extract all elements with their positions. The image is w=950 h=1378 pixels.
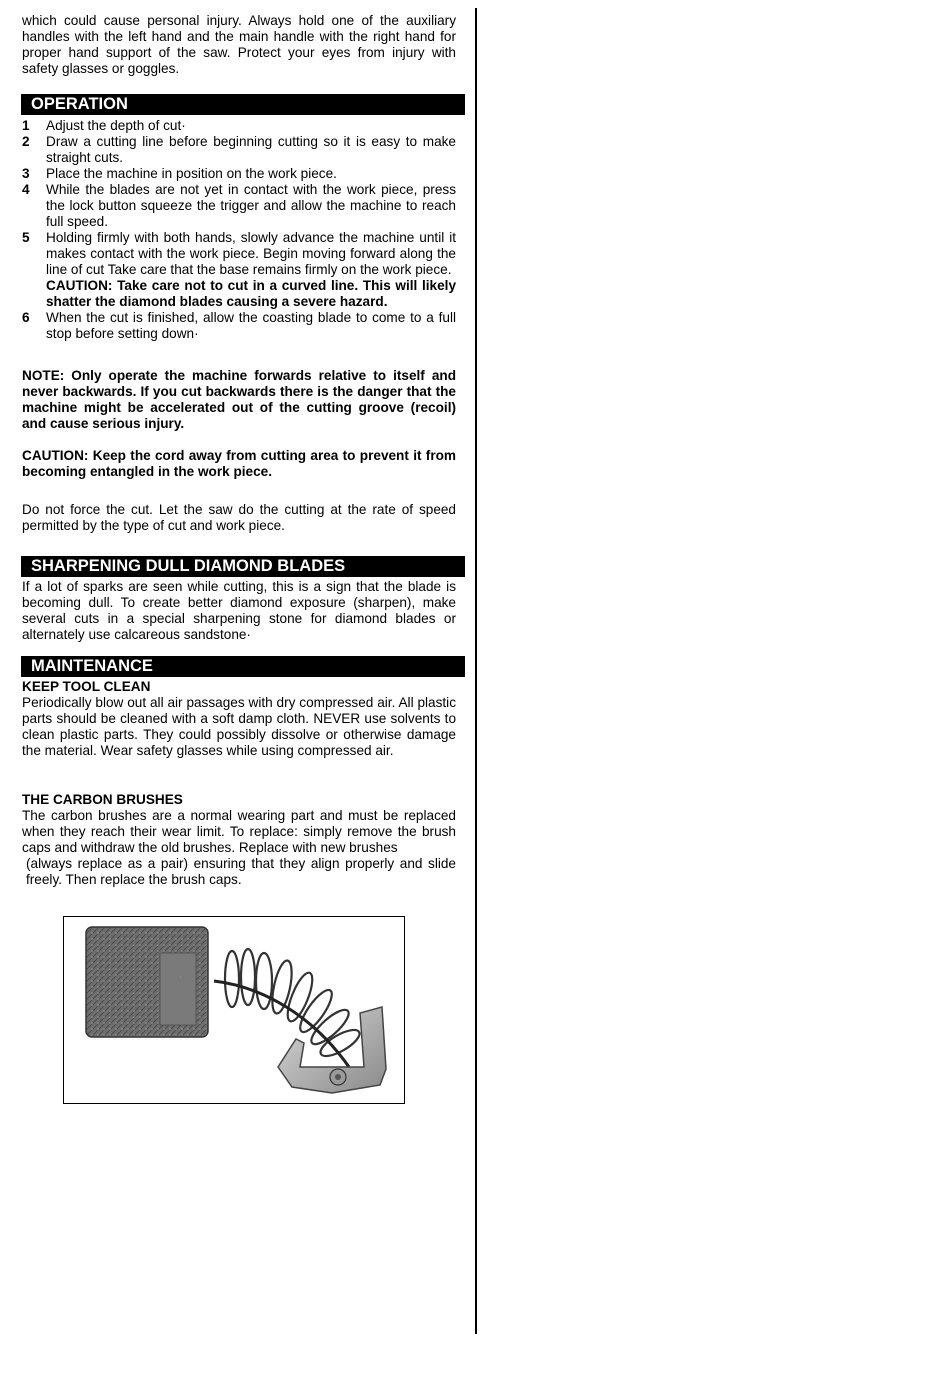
caution-cord: CAUTION: Keep the cord away from cutting area to prevent it from becoming entangled in the work piece.: [22, 448, 456, 479]
keep-clean-text: Periodically blow out all air passages with dry compressed air. All plastic parts should be cleaned with a soft damp cloth. NEVER use solvents to clean plastic parts. They could possibly dissolve or otherwise damage the material. Wear safety glasses while using compressed air.: [22, 695, 456, 758]
carbon-brushes-section: [22, 792, 456, 888]
step-item: 2 Draw a cutting line before beginning cutting so it is easy to make straight cuts.: [22, 134, 456, 165]
operation-steps: [22, 118, 456, 342]
carbon-brush-figure: [63, 916, 405, 1104]
step-item: 3 Place the machine in position on the work piece.: [22, 166, 337, 181]
column-divider: [475, 8, 477, 1334]
carbon-brushes-text-2: (always replace as a pair) ensuring that they align properly and slide freely. Then replace the brush caps.: [26, 856, 456, 887]
sharpening-paragraph: If a lot of sparks are seen while cutting, this is a sign that the blade is becoming dull. To create better diamond exposure (sharpen), make several cuts in a special sharpening stone for diamond blades or alternately use calcareous sandstone·: [22, 579, 456, 642]
carbon-brush-illustration: [64, 917, 404, 1103]
step-item: 4 While the blades are not yet in contact with the work piece, press the lock button squeeze the trigger and allow the machine to reach full speed.: [22, 182, 456, 229]
step-text: Holding firmly with both hands, slowly advance the machine until it makes contact with the work piece. Begin moving forward along the line of cut Take care that the base remains firmly on the work piece.: [46, 230, 456, 277]
force-paragraph: Do not force the cut. Let the saw do the cutting at the rate of speed permitted by the type of cut and work piece.: [22, 502, 456, 533]
keep-clean-title: KEEP TOOL CLEAN: [22, 679, 151, 694]
keep-clean-section: [22, 679, 456, 759]
carbon-brushes-title: THE CARBON BRUSHES: [22, 792, 183, 807]
svg-text:·: ·: [175, 975, 186, 979]
step-item: 1 Adjust the depth of cut·: [22, 118, 186, 133]
note-block: NOTE: Only operate the machine forwards relative to itself and never backwards. If you cut backwards there is the danger that the machine might be accelerated out of the cutting groove (recoil) and cause serious injury.: [22, 368, 456, 431]
maintenance-heading: MAINTENANCE: [21, 656, 465, 677]
intro-paragraph: which could cause personal injury. Always hold one of the auxiliary handles with the left hand and the main handle with the right hand for proper hand support of the saw. Protect your eyes from injury with safety glasses or goggles.: [22, 13, 456, 76]
sharpening-heading: SHARPENING DULL DIAMOND BLADES: [21, 556, 465, 577]
step-item: 5 Holding firmly with both hands, slowly advance the machine until it makes contact with the work piece. Begin moving forward along the line of cut Take care that the base remains firmly on the work piece. CAUTION: Take care not to cut in a curved line. This will likely shatter the diamond blades causing a severe hazard.: [22, 230, 456, 309]
carbon-brushes-text: The carbon brushes are a normal wearing part and must be replaced when they reach their wear limit. To replace: simply remove the brush caps and withdraw the old brushes. Replace with new brushes: [22, 808, 456, 855]
step-caution: CAUTION: Take care not to cut in a curved line. This will likely shatter the diamond blades causing a severe hazard.: [46, 278, 456, 309]
operation-heading: OPERATION: [21, 94, 465, 115]
step-item: 6 When the cut is finished, allow the coasting blade to come to a full stop before setting down·: [22, 310, 456, 341]
